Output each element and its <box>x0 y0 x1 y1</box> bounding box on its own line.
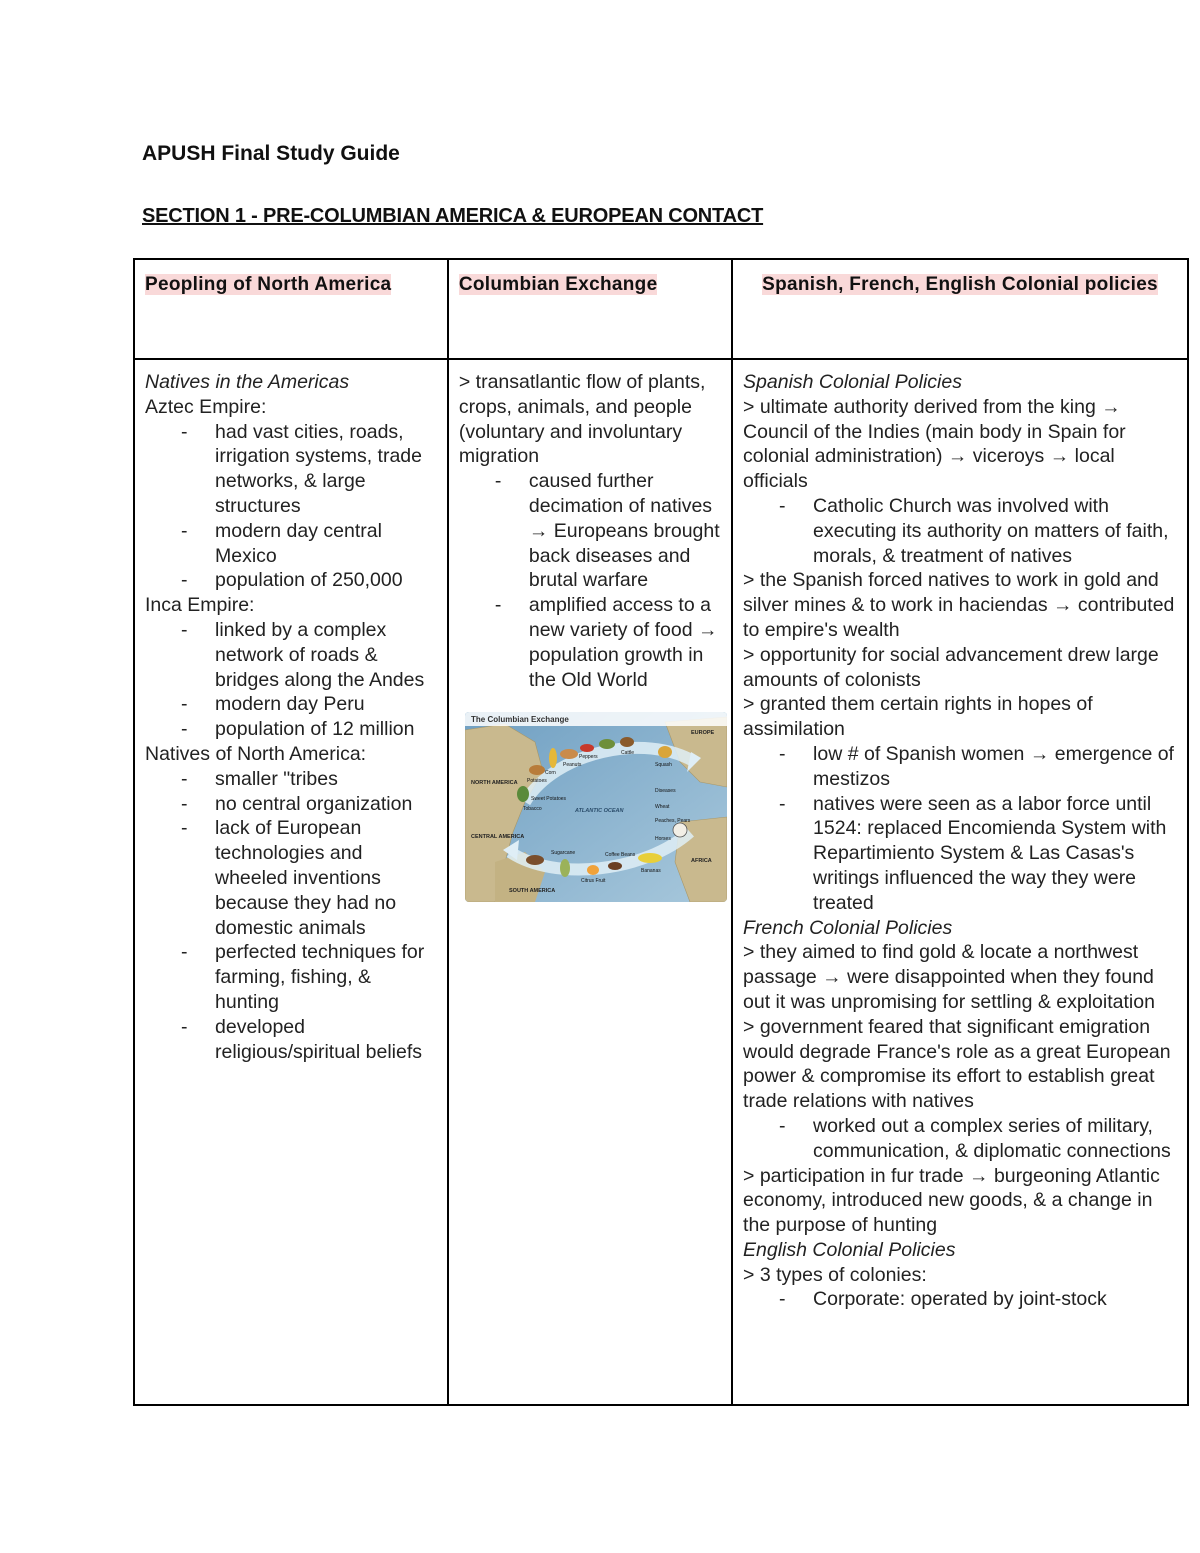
list-item: - lack of European technologies and wheeled inventions because they had no domestic animals <box>215 816 437 940</box>
pepper-icon <box>580 744 594 752</box>
label-potatoes: Potatoes <box>526 778 547 785</box>
spanish-heading: Spanish Colonial Policies <box>743 371 962 393</box>
list-item: - perfected techniques for farming, fishing, & hunting <box>215 940 437 1014</box>
list-item: - amplified access to a new variety of food → population growth in the Old World <box>529 593 721 692</box>
label-peppers: Peppers <box>578 754 598 761</box>
english-list <box>743 1287 1177 1312</box>
list-item: - Corporate: operated by joint-stock <box>813 1287 1177 1312</box>
spanish-p1: > ultimate authority derived from the king → Council of the Indies (main body in Spain for colonial administration) → viceroys → local officials <box>743 395 1126 493</box>
study-guide-table <box>133 258 1189 1406</box>
spanish-list-1 <box>743 494 1177 568</box>
horse-icon <box>526 855 544 865</box>
inca-list <box>145 618 437 742</box>
french-p3: > participation in fur trade → burgeoning Atlantic economy, introduced new goods, & a change in the purpose of hunting <box>743 1164 1160 1237</box>
peanut-icon <box>560 749 578 759</box>
label-sweet-potatoes: Sweet Potatoes <box>530 796 566 803</box>
table-body-row <box>134 359 1188 1405</box>
cattle-icon <box>620 737 634 747</box>
document-title: APUSH Final Study Guide <box>142 142 400 165</box>
english-p1: > 3 types of colonies: <box>743 1263 927 1286</box>
spanish-p4: > granted them certain rights in hopes of assimilation <box>743 693 1093 741</box>
label-peaches-pears: Peaches, Pears <box>654 818 691 825</box>
label-coffee-beans: Coffee Beans <box>604 852 636 859</box>
sugarcane-icon <box>560 859 570 877</box>
french-list <box>743 1114 1177 1164</box>
columbian-intro: > transatlantic flow of plants, crops, animals, and people (voluntary and involuntary migration <box>458 371 706 468</box>
french-heading: French Colonial Policies <box>743 916 953 939</box>
label-africa: AFRICA <box>690 858 712 865</box>
cell-peopling <box>134 359 448 1405</box>
label-wheat: Wheat <box>654 804 670 811</box>
label-north-america: NORTH AMERICA <box>470 780 518 787</box>
label-horses: Horses <box>654 836 671 843</box>
potato-icon <box>529 765 545 775</box>
banana-icon <box>638 853 662 863</box>
label-central-america: CENTRAL AMERICA <box>470 834 525 841</box>
header-cell-peopling <box>134 259 448 359</box>
list-item: - natives were seen as a labor force until 1524: replaced Encomienda System with Repartimiento System & Las Casas's writings influenced the way they were treated <box>813 792 1177 916</box>
list-item: - modern day central Mexico <box>215 519 437 569</box>
label-squash: Squash <box>654 762 672 769</box>
header-peopling: Peopling of North America <box>145 274 392 295</box>
header-cell-columbian <box>448 259 732 359</box>
map-title: The Columbian Exchange <box>470 715 569 725</box>
corn-icon <box>549 748 557 768</box>
tobacco-icon <box>517 786 529 802</box>
columbian-exchange-map-image <box>465 712 727 902</box>
header-columbian-exchange: Columbian Exchange <box>458 274 658 295</box>
list-item: - developed religious/spiritual beliefs <box>215 1015 437 1065</box>
label-south-america: SOUTH AMERICA <box>508 888 556 895</box>
spanish-p2: > the Spanish forced natives to work in gold and silver mines & to work in haciendas → contributed to empire's wealth <box>743 569 1175 641</box>
list-item: - population of 250,000 <box>215 568 437 593</box>
list-item: - population of 12 million <box>215 717 437 742</box>
list-item: - caused further decimation of natives → Europeans brought back diseases and brutal warfare <box>529 469 721 593</box>
skull-icon <box>673 823 687 837</box>
label-bananas: Bananas <box>640 868 661 875</box>
aztec-list <box>145 420 437 594</box>
label-atlantic: ATLANTIC OCEAN <box>574 808 624 815</box>
aztec-heading: Aztec Empire: <box>145 395 267 418</box>
list-item: - no central organization <box>215 792 437 817</box>
list-item: - had vast cities, roads, irrigation systems, trade networks, & large structures <box>215 420 437 519</box>
cell-columbian-exchange <box>448 359 732 1405</box>
list-item: - low # of Spanish women → emergence of mestizos <box>813 742 1177 792</box>
header-colonial-policies: Spanish, French, English Colonial policies <box>762 274 1158 295</box>
spanish-list-2 <box>743 742 1177 916</box>
label-tobacco: Tobacco <box>522 806 542 813</box>
citrus-icon <box>587 865 599 875</box>
header-cell-colonial <box>732 259 1188 359</box>
squash-icon <box>599 739 615 749</box>
list-item: - linked by a complex network of roads & bridges along the Andes <box>215 618 437 692</box>
north-america-heading: Natives of North America: <box>145 742 367 765</box>
columbian-list <box>459 469 721 692</box>
list-item: - Catholic Church was involved with executing its authority on matters of faith, morals, & treatment of natives <box>813 494 1177 568</box>
list-item: - smaller "tribes <box>215 767 437 792</box>
list-item: - modern day Peru <box>215 692 437 717</box>
label-corn: Corn <box>544 770 556 777</box>
pear-icon <box>658 746 672 758</box>
french-p1: > they aimed to find gold & locate a northwest passage → were disappointed when they found out it was unpromising for settling & exploitation <box>743 941 1155 1013</box>
label-cattle: Cattle <box>620 750 634 757</box>
columbian-exchange-map <box>465 712 727 902</box>
north-america-list <box>145 767 437 1065</box>
label-europe: EUROPE <box>690 730 715 737</box>
table-header-row <box>134 259 1188 359</box>
coffee-icon <box>608 862 622 870</box>
label-citrus-fruit: Citrus Fruit <box>580 878 606 885</box>
label-peanuts: Peanuts <box>562 762 582 769</box>
label-sugarcane: Sugarcane <box>550 850 576 857</box>
english-heading: English Colonial Policies <box>743 1238 956 1261</box>
cell-colonial-policies <box>732 359 1188 1405</box>
french-p2: > government feared that significant emigration would degrade France's role as a great European power & compromise its effort to establish great trade relations with natives <box>743 1015 1171 1113</box>
list-item: - worked out a complex series of military, communication, & diplomatic connections <box>813 1114 1177 1164</box>
section-title: SECTION 1 - PRE-COLUMBIAN AMERICA & EUROPEAN CONTACT <box>142 205 764 227</box>
natives-heading: Natives in the Americas <box>145 371 350 393</box>
inca-heading: Inca Empire: <box>145 594 255 617</box>
label-diseases: Diseases <box>654 788 676 795</box>
spanish-p3: > opportunity for social advancement drew large amounts of colonists <box>743 643 1159 691</box>
